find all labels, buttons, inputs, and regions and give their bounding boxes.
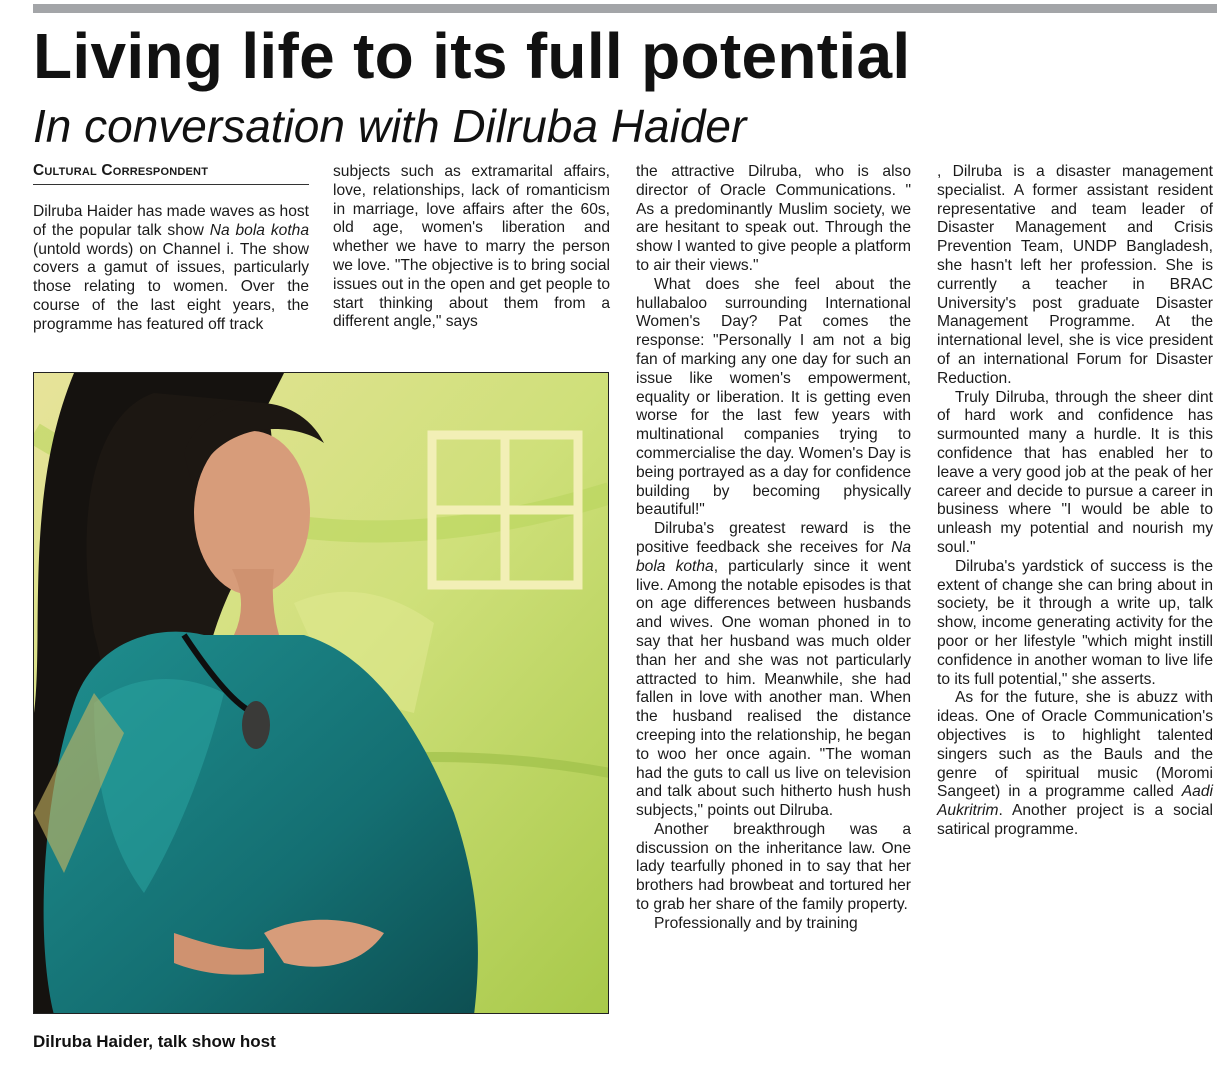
- host-photo: [33, 372, 609, 1014]
- article-column-3: [636, 163, 911, 934]
- paragraph: , Dilruba is a disaster management specialist. A former assistant resident representative and team leader of Disaster Management and Crisis Prevention Team, UNDP Bangladesh, she hasn't left her profession. She is currently a teacher in BRAC University's post graduate Disaster Management Programme. At the international level, she is vice president of an international Forum for Disaster Reduction.: [937, 163, 1213, 387]
- paragraph: Professionally and by training: [654, 914, 858, 932]
- paragraph: As for the future, she is abuzz with ideas. One of Oracle Communication's objectives is to highlight talented singers such as the Bauls and the genre of spiritual music (Moromi Sangeet) in a programme called Aadi Aukritrim. Another project is a social satirical programme.: [937, 689, 1213, 838]
- paragraph: Dilruba's yardstick of success is the extent of change she can bring about in society, be it through a write up, talk show, income generating activity for the poor or her lifestyle "which might instill confidence in another woman to live life to its full potential," she asserts.: [937, 557, 1213, 688]
- paragraph: Truly Dilruba, through the sheer dint of hard work and confidence has surmounted many a hurdle. It is this confidence that has enabled her to leave a very good job at the peak of her career and decide to pursue a career in business where "I would be able to unleash my potential and nourish my soul.": [937, 388, 1213, 556]
- host-photo-illustration: [34, 373, 609, 1014]
- show-title: Aadi Aukritrim: [937, 783, 1213, 820]
- paragraph: subjects such as extramarital affairs, love, relationships, lack of romanticism in marriage, love affairs after the 60s, old age, women's liberation and whether we have to marry the person we love. "The objective is to bring social issues out in the open and get people to start thinking about them from a different angle," says: [333, 163, 610, 331]
- byline: Cultural Correspondent: [33, 160, 309, 185]
- top-rule: [33, 4, 1217, 13]
- show-title: Na bola kotha: [636, 538, 911, 575]
- paragraph: the attractive Dilruba, who is also director of Oracle Communications. " As a predominantly Muslim society, we are hesitant to speak out. Through the show I wanted to give people a platform to air their views.": [636, 163, 911, 274]
- photo-caption: Dilruba Haider, talk show host: [33, 1032, 276, 1051]
- show-title: Na bola kotha: [209, 221, 309, 239]
- headline: Living life to its full potential: [33, 20, 911, 92]
- article-column-2: [333, 163, 610, 332]
- paragraph: Another breakthrough was a discussion on the inheritance law. One lady tearfully phoned in to say that her brothers had browbeat and tortured her to grab her share of the family property.: [636, 820, 911, 914]
- article-column-4: [937, 163, 1213, 840]
- article-column-1: [33, 203, 309, 335]
- paragraph: Dilruba Haider has made waves as host of the popular talk show Na bola kotha (untold words) on Channel i. The show covers a gamut of issues, particularly those relating to women. Over the course of the last eight years, the programme has featured off track: [33, 203, 309, 333]
- paragraph: Dilruba's greatest reward is the positive feedback she receives for Na bola kotha, particularly since it went live. Among the notable episodes is that on age differences between husbands and wives. One woman phoned in to say that her husband was much older than her and she was not particularly attracted to him. Meanwhile, she had fallen in love with another man. When the husband realised the distance creeping into the relationship, he began to woo her once again. "The woman had the guts to call us live on television and talk about such hitherto hush hush subjects," points out Dilruba.: [636, 520, 911, 820]
- subheadline: In conversation with Dilruba Haider: [33, 100, 747, 152]
- paragraph: What does she feel about the hullabaloo surrounding International Women's Day? Pat comes the response: "Personally I am not a big fan of marking any one day for such an issue like women's empowerment, equality or liberation. It is getting even worse for the last few years with multinational companies trying to commercialise the day. Women's Day is being portrayed as a day for confidence building by becoming physically beautiful!": [636, 275, 911, 519]
